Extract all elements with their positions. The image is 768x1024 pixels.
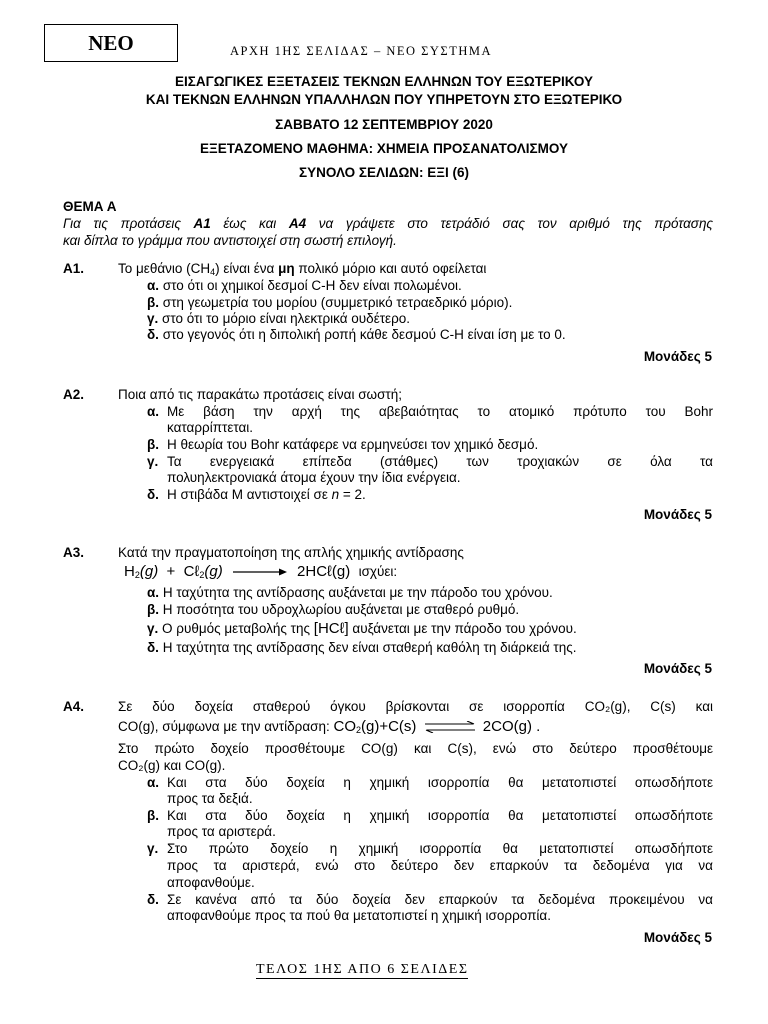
marks-a1: Μονάδες 5 xyxy=(643,349,712,364)
question-a1-option-a: α. στο ότι οι χημικοί δεσμοί C-H δεν είναι πολωμένοι. xyxy=(147,278,462,293)
question-a2-option-d: Η στιβάδα Μ αντιστοιχεί σε n = 2. xyxy=(167,487,366,502)
question-a4-option-c-letter: γ. xyxy=(147,841,159,856)
marks-a3: Μονάδες 5 xyxy=(643,661,712,676)
question-a2-option-a-letter: α. xyxy=(147,404,160,419)
question-a2-stem: Ποια από τις παρακάτω προτάσεις είναι σωστή; xyxy=(118,387,402,402)
exam-title-line-1: ΕΙΣΑΓΩΓΙΚΕΣ ΕΞΕΤΑΣΕΙΣ ΤΕΚΝΩΝ ΕΛΛΗΝΩΝ ΤΟΥ ΕΞΩΤΕΡΙΚΟΥ xyxy=(175,74,593,89)
question-a4-line-1: Σε δύο δοχεία σταθερού όγκου βρίσκονται σε ισορροπία CO₂(g), C(s) και xyxy=(118,699,713,714)
section-intro-line-1: Για τις προτάσεις Α1 έως και Α4 να γράψετε στο τετράδιό σας τον αριθμό της πρότασης xyxy=(63,216,714,231)
question-a4-option-b-line-2: προς τα αριστερά. xyxy=(167,824,276,839)
question-a1-option-b: β. στη γεωμετρία του μορίου (συμμετρικό τετραεδρικό μόριο). xyxy=(147,295,513,310)
question-a1-stem: Το μεθάνιο $(CH_4)$ είναι ένα μη πολικό μόριο και αυτό οφείλεται xyxy=(118,261,487,277)
exam-title-line-2: ΚΑΙ ΤΕΚΝΩΝ ΕΛΛΗΝΩΝ ΥΠΑΛΛΗΛΩΝ ΠΟΥ ΥΠΗΡΕΤΟΥΝ ΣΤΟ ΕΞΩΤΕΡΙΚΟ xyxy=(145,92,623,107)
question-number-a3: Α3. xyxy=(63,545,85,560)
question-a2-option-a-line-2: καταρρίπτεται. xyxy=(167,420,254,435)
question-a3-option-a: α. Η ταχύτητα της αντίδρασης αυξάνεται με την πάροδο του χρόνου. xyxy=(147,585,553,600)
marks-a2: Μονάδες 5 xyxy=(643,507,712,522)
question-a2-option-d-letter: δ. xyxy=(147,487,159,502)
reaction-equation-a3: $H_2(g)$ + Cℓ$_2$(g) 2HCℓ(g) ισχύει: xyxy=(124,563,398,580)
question-number-a2: Α2. xyxy=(63,387,85,402)
page-start-line: ΑΡΧΗ 1ΗΣ ΣΕΛΙΔΑΣ – ΝΕΟ ΣΥΣΤΗΜΑ xyxy=(230,44,493,58)
reaction-arrow-icon xyxy=(231,567,289,577)
question-a1-option-d: δ. στο γεγονός ότι η διπολική ροπή κάθε δεσμού C-H είναι ίση με το 0. xyxy=(147,327,566,342)
question-a2-option-c-line-1: Τα ενεργειακά επίπεδα (στάθμες) των τροχιακών σε όλα τα xyxy=(167,454,713,469)
question-a4-option-b-line-1: Και στα δύο δοχεία η χημική ισορροπία θα μετατοπιστεί οπωσδήποτε xyxy=(167,808,713,823)
question-a3-option-d: δ. Η ταχύτητα της αντίδρασης δεν είναι σταθερή καθόλη τη διάρκειά της. xyxy=(147,640,577,655)
question-a2-option-b-letter: β. xyxy=(147,437,159,452)
question-a4-option-d-line-1: Σε κανένα από τα δύο δοχεία δεν επαρκούν τα δεδομένα προκειμένου να xyxy=(167,892,713,907)
question-a4-option-c-line-1: Στο πρώτο δοχείο η χημική ισορροπία θα μετατοπιστεί οπωσδήποτε xyxy=(167,841,713,856)
equilibrium-arrows-icon xyxy=(423,721,477,733)
question-a4-option-b-letter: β. xyxy=(147,808,159,823)
page-count: ΣΥΝΟΛΟ ΣΕΛΙΔΩΝ: ΕΞΙ (6) xyxy=(299,165,469,180)
question-a4-line-3: Στο πρώτο δοχείο προσθέτουμε CO(g) και C(s), ενώ στο δεύτερο προσθέτουμε xyxy=(118,741,713,756)
section-title: ΘΕΜΑ Α xyxy=(63,199,117,214)
question-a1-option-c: γ. στο ότι το μόριο είναι ηλεκτρικά ουδέτερο. xyxy=(147,311,411,326)
question-a2-option-c-line-2: πολυηλεκτρονιακά άτομα έχουν την ίδια ενέργεια. xyxy=(167,470,461,485)
question-a2-option-c-letter: γ. xyxy=(147,454,159,469)
question-a4-option-d-line-2: αποφανθούμε προς τα πού θα μετατοπιστεί η χημική ισορροπία. xyxy=(167,908,551,923)
question-a4-line-4: CO₂(g) και CO(g). xyxy=(118,758,226,773)
question-a2-option-a-line-1: Με βάση την αρχή της αβεβαιότητας το ατομικό πρότυπο του Bohr xyxy=(167,404,713,419)
exam-subject: ΕΞΕΤΑΖΟΜΕΝΟ ΜΑΘΗΜΑ: ΧΗΜΕΙΑ ΠΡΟΣΑΝΑΤΟΛΙΣΜΟΥ xyxy=(200,141,568,156)
question-a4-option-d-letter: δ. xyxy=(147,892,159,907)
marks-a4: Μονάδες 5 xyxy=(643,930,712,945)
page-footer: ΤΕΛΟΣ 1ΗΣ ΑΠΟ 6 ΣΕΛΙΔΕΣ xyxy=(256,962,469,977)
question-a3-option-b: β. Η ποσότητα του υδροχλωρίου αυξάνεται με σταθερό ρυθμό. xyxy=(147,602,520,617)
question-a4-option-a-line-1: Και στα δύο δοχεία η χημική ισορροπία θα μετατοπιστεί οπωσδήποτε xyxy=(167,775,713,790)
question-number-a4: Α4. xyxy=(63,699,85,714)
question-a4-line-2: CO(g), σύμφωνα με την αντίδραση: $CO_2(g)+C(s)$ 2CO(g) . xyxy=(118,718,541,735)
question-a3-stem: Κατά την πραγματοποίηση της απλής χημικής αντίδρασης xyxy=(118,545,464,560)
question-a2-option-b: Η θεωρία του Bohr κατάφερε να ερμηνεύσει τον χημικό δεσμό. xyxy=(167,437,539,452)
section-intro-line-2: και δίπλα το γράμμα που αντιστοιχεί στη σωστή επιλογή. xyxy=(63,233,397,248)
question-a3-option-c: γ. Ο ρυθμός μεταβολής της [HCℓ] αυξάνεται με την πάροδο του χρόνου. xyxy=(147,620,577,637)
question-a4-option-c-line-3: αποφανθούμε. xyxy=(167,875,255,890)
question-a4-option-c-line-2: προς τα αριστερά, ενώ στο δεύτερο δεν επαρκούν τα δεδομένα για να xyxy=(167,858,713,873)
neo-label-box: ΝΕΟ xyxy=(44,24,178,62)
question-a4-option-a-letter: α. xyxy=(147,775,160,790)
exam-date: ΣΑΒΒΑΤΟ 12 ΣΕΠΤΕΜΒΡΙΟΥ 2020 xyxy=(275,117,493,132)
question-a4-option-a-line-2: προς τα δεξιά. xyxy=(167,791,253,806)
question-number-a1: Α1. xyxy=(63,261,85,276)
